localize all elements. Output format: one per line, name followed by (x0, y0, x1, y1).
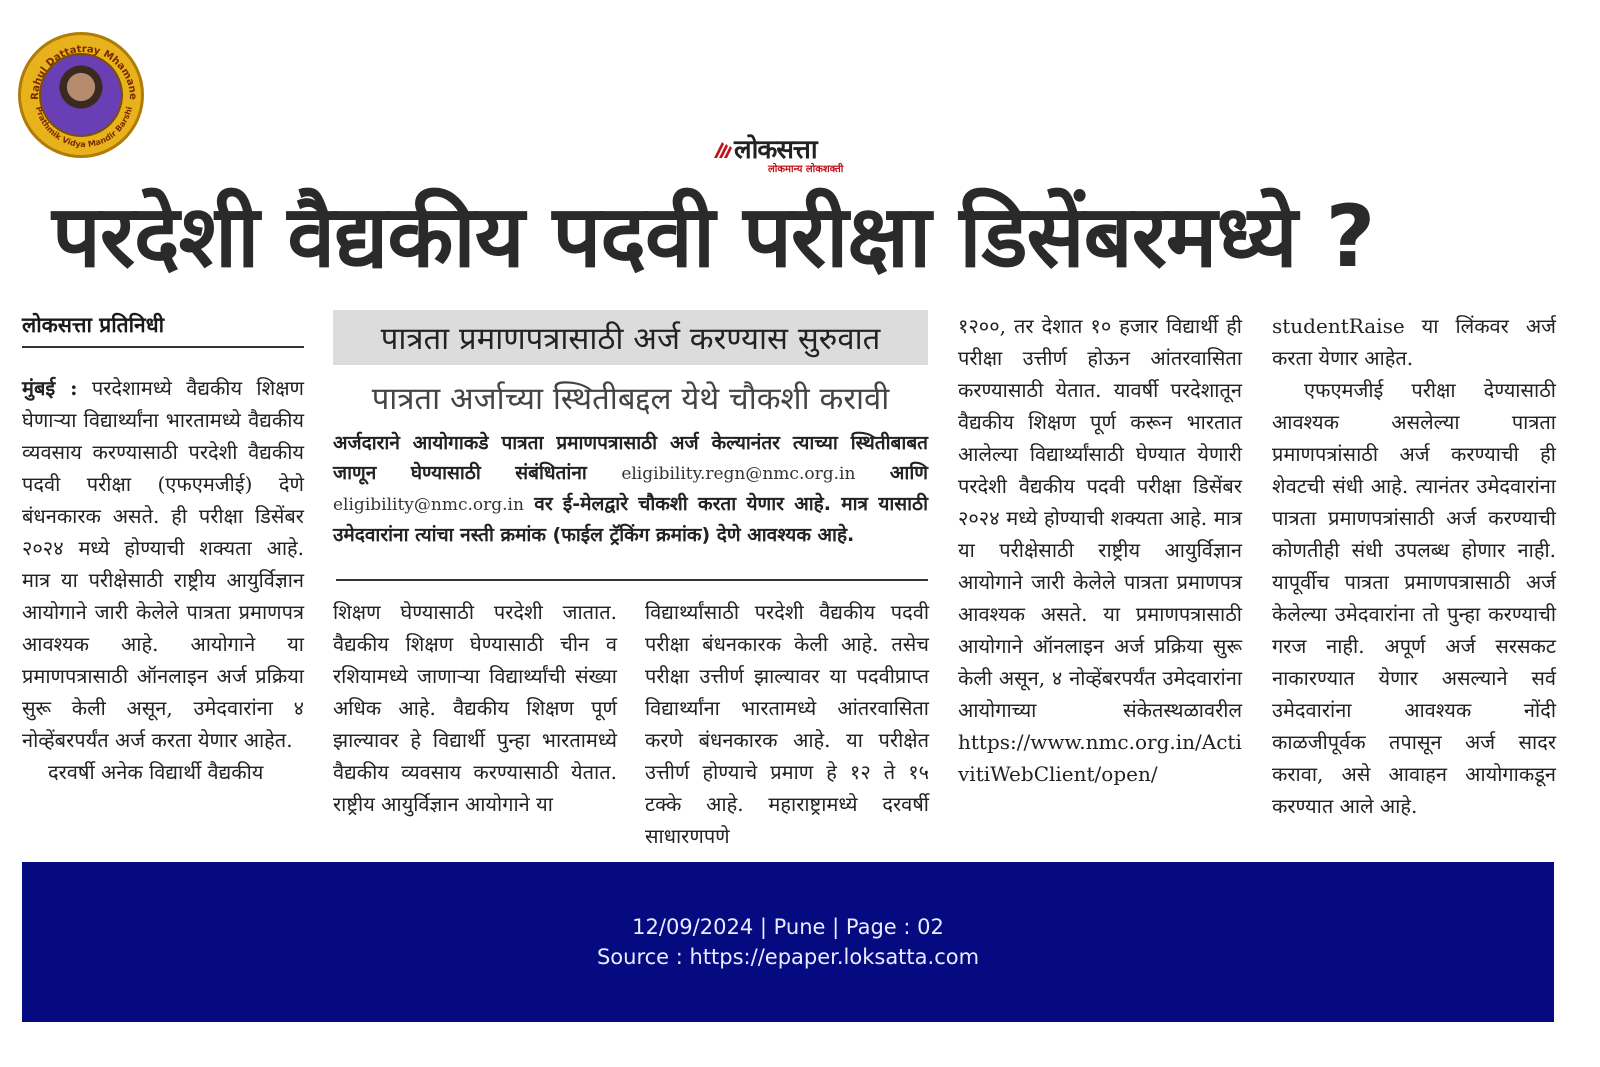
subheadline-2: पात्रता अर्जाच्या स्थितीबद्दल येथे चौकशी करावी (371, 381, 890, 417)
column-2-text: शिक्षण घेण्यासाठी परदेशी जातात. वैद्यकीय शिक्षण घेण्यासाठी चीन व रशियामध्ये जाणाऱ्या विद्यार्थ्यांची संख्या अधिक आहे. वैद्यकीय शिक्षण पूर्ण झाल्यावर हे विद्यार्थी पुन्हा भारतामध्ये वैद्यकीय व्यवसाय करण्यासाठी येतात. राष्ट्रीय आयुर्विज्ञान आयोगाने या (333, 600, 617, 816)
footer-date-line: 12/09/2024 | Pune | Page : 02 (632, 915, 944, 939)
column-1-paragraph-2: दरवर्षी अनेक विद्यार्थी वैद्यकीय (48, 760, 264, 784)
column-4-text: १२००, तर देशात १० हजार विद्यार्थी ही परीक्षा उत्तीर्ण होऊन आंतरवासिता करण्यासाठी येतात. यावर्षी परदेशातून वैद्यकीय शिक्षण पूर्ण करून भारतात आलेल्या विद्यार्थ्यांसाठी घेण्यात येणारी परदेशी वैद्यकीय पदवी परीक्षा डिसेंबर २०२४ मध्ये होण्याची शक्यता आहे. मात्र या परीक्षेसाठी राष्ट्रीय आयुर्विज्ञान आयोगाने जारी केलेले पात्रता प्रमाणपत्र आवश्यक असते. या प्रमाणपत्रासाठी आयोगाने ऑनलाइन अर्ज प्रक्रिया सुरू केली असून, ४ नोव्हेंबरपर्यंत उमेदवारांना आयोगाच्या संकेतस्थळावरील https://www.nmc.org.in/ActivitiWebClient/open/ (958, 314, 1242, 786)
masthead-logo: लोकसत्ता (734, 135, 817, 165)
article-column-3 (645, 596, 929, 852)
highlight-text-2: वर ई-मेलद्वारे चौकशी करता येणार आहे. मात्र यासाठी उमेदवारांना त्यांचा नस्ती क्रमांक (फाईल ट्रॅकिंग क्रमांक) देणे आवश्यक आहे. (333, 493, 929, 546)
masthead-tagline: लोकमान्य लोकशक्ती (768, 164, 844, 175)
byline: लोकसत्ता प्रतिनिधी (22, 308, 304, 348)
masthead (712, 134, 882, 178)
highlight-text-1: अर्जदाराने आयोगाकडे पात्रता प्रमाणपत्रासाठी अर्ज केल्यानंतर त्याच्या स्थितीबाबत जाणून घेण्यासाठी संबंधितांना (333, 432, 928, 484)
column-5-paragraph-2: एफएमजीई परीक्षा देण्यासाठी आवश्यक असलेल्या पात्रता प्रमाणपत्रांसाठी अर्ज करण्याची ही शेवटची संधी आहे. त्यानंतर उमेदवारांना पात्रता प्रमाणपत्रांसाठी अर्ज करण्याची कोणतीही संधी उपलब्ध होणार नाही. यापूर्वीच पात्रता प्रमाणपत्रासाठी अर्ज केलेल्या उमेदवारांना तो पुन्हा करण्याची गरज नाही. अपूर्ण अर्ज सरसकट नाकारण्यात येणार असल्याने सर्व उमेदवारांना आवश्यक नोंदी काळजीपूर्वक तपासून अर्ज सादर करावा, असे आवाहन आयोगाकडून करण्यात आले आहे. (1272, 378, 1556, 818)
article-column-2 (333, 596, 617, 820)
source-footer (22, 862, 1554, 1022)
badge-name: Rahul Dattatray Mhamane (29, 43, 139, 101)
footer-source-line[interactable]: Source : https://epaper.loksatta.com (596, 945, 980, 969)
email-link-1[interactable]: eligibility.regn@nmc.org.in (621, 464, 856, 484)
section-divider (336, 579, 928, 581)
email-link-2[interactable]: eligibility@nmc.org.in (333, 495, 524, 515)
badge-ring-text (21, 35, 147, 161)
headline: परदेशी वैद्यकीय पदवी परीक्षा डिसेंबरमध्ये ? (52, 187, 1375, 287)
column-3-text: विद्यार्थ्यांसाठी परदेशी वैद्यकीय पदवी परीक्षा बंधनकारक केली आहे. तसेच परीक्षा उत्तीर्ण झाल्यावर या पदवीप्राप्त विद्यार्थ्यांना भारतामध्ये आंतरवासिता करणे बंधनकारक आहे. या परीक्षेत उत्तीर्ण होण्याचे प्रमाण हे १२ ते १५ टक्के आहे. महाराष्ट्रामध्ये दरवर्षी साधारणपणे (645, 600, 929, 848)
masthead-flame-icon (712, 140, 734, 160)
column-5-paragraph-1: studentRaise या लिंकवर अर्ज करता येणार आहेत. (1272, 314, 1556, 370)
dateline-city: मुंबई : (22, 376, 78, 400)
svg-text:Prathmik Vidya Mandir Barshi (34, 106, 134, 150)
author-badge (18, 32, 144, 158)
article-column-1 (22, 372, 304, 788)
article-column-4 (958, 310, 1242, 790)
badge-org: Prathmik Vidya Mandir Barshi (33, 105, 135, 150)
svg-text:Rahul Dattatray Mhamane (30, 44, 138, 100)
article-column-5 (1272, 310, 1556, 822)
column-1-text: परदेशामध्ये वैद्यकीय शिक्षण घेणाऱ्या विद्यार्थ्यांना भारतामध्ये वैद्यकीय व्यवसाय करण्यासाठी परदेशी वैद्यकीय पदवी परीक्षा (एफएमजीई) देणे बंधनकारक असते. ही परीक्षा डिसेंबर २०२४ मध्ये होण्याची शक्यता आहे. मात्र या परीक्षेसाठी राष्ट्रीय आयुर्विज्ञान आयोगाने जारी केलेले पात्रता प्रमाणपत्र आवश्यक आहे. आयोगाने या प्रमाणपत्रासाठी ऑनलाइन अर्ज प्रक्रिया सुरू केली असून, उमेदवारांना ४ नोव्हेंबरपर्यंत अर्ज करता येणार आहेत. (22, 376, 305, 752)
column-1-paragraph (22, 372, 304, 756)
highlight-and: आणि (889, 462, 928, 484)
subheadline-box: पात्रता प्रमाणपत्रासाठी अर्ज करण्यास सुरुवात (333, 310, 928, 365)
highlight-box (333, 428, 928, 550)
